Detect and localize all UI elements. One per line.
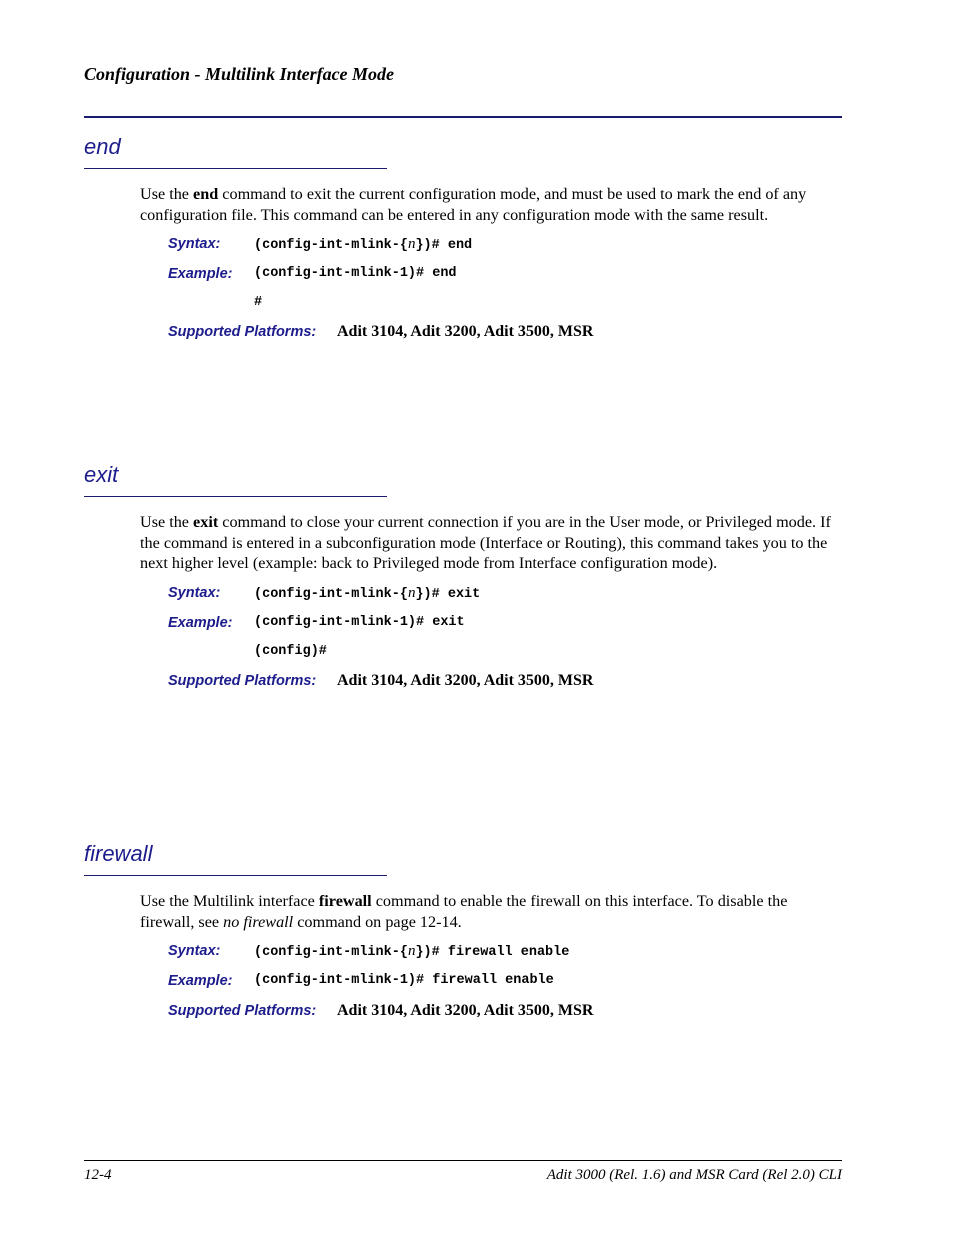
syntax-suffix: })# exit (415, 587, 481, 602)
command-name-bold: end (193, 185, 219, 203)
supported-platforms-label: Supported Platforms: (168, 673, 317, 689)
section-rule-firewall (84, 875, 387, 876)
command-name-bold: firewall (318, 892, 372, 910)
example-line-1: (config-int-mlink-1)# end (254, 266, 457, 281)
supported-platforms-value: Adit 3104, Adit 3200, Adit 3500, MSR (337, 323, 594, 340)
header-rule (84, 116, 842, 118)
syntax-prefix: (config-int-mlink-{ (254, 238, 408, 253)
section-title-end: end (84, 134, 121, 159)
description-text: command to enable the firewall on this interface. To disable the firewall, see (140, 892, 788, 931)
syntax-code-end (254, 236, 472, 253)
cross-reference: no firewall (223, 912, 294, 931)
example-line-2: (config)# (254, 644, 327, 659)
example-label: Example: (168, 615, 233, 631)
syntax-prefix: (config-int-mlink-{ (254, 587, 408, 602)
example-line-1: (config-int-mlink-1)# exit (254, 615, 465, 630)
description-text: command to exit the current configuration mode, and must be used to mark the end of any configuration file. This command can be entered in any configuration mode with the same result. (140, 185, 807, 224)
section-title-exit: exit (84, 462, 119, 487)
syntax-code-exit (254, 585, 480, 602)
footer-rule (84, 1160, 842, 1161)
description-text: command on page 12-14. (293, 912, 462, 931)
description-text: Use the (140, 185, 194, 203)
supported-platforms-label: Supported Platforms: (168, 324, 317, 340)
description-text: Use the Multilink interface (140, 892, 319, 910)
section-rule-end (84, 168, 387, 169)
description-text: Use the (140, 513, 194, 531)
syntax-variable: n (407, 943, 416, 959)
section-rule-exit (84, 496, 387, 497)
syntax-prefix: (config-int-mlink-{ (254, 945, 408, 960)
syntax-suffix: })# firewall enable (415, 945, 570, 960)
syntax-label: Syntax: (168, 943, 221, 959)
example-label: Example: (168, 973, 233, 989)
syntax-variable: n (407, 585, 416, 601)
syntax-label: Syntax: (168, 585, 221, 601)
syntax-suffix: })# end (415, 238, 473, 253)
section-title-firewall: firewall (84, 841, 153, 866)
document-title: Adit 3000 (Rel. 1.6) and MSR Card (Rel 2.0) CLI (546, 1167, 842, 1183)
example-line-2: # (254, 295, 263, 310)
supported-platforms-value: Adit 3104, Adit 3200, Adit 3500, MSR (337, 672, 594, 689)
example-line-1: (config-int-mlink-1)# firewall enable (254, 973, 554, 988)
syntax-code-firewall (254, 943, 569, 960)
supported-platforms-label: Supported Platforms: (168, 1003, 317, 1019)
description-exit (140, 512, 842, 574)
page-number: 12-4 (84, 1167, 112, 1183)
running-header: Configuration - Multilink Interface Mode (84, 64, 395, 84)
description-end (140, 184, 842, 225)
description-firewall (140, 891, 842, 932)
syntax-label: Syntax: (168, 236, 221, 252)
example-label: Example: (168, 266, 233, 282)
syntax-variable: n (407, 236, 416, 252)
command-name-bold: exit (193, 513, 219, 531)
description-text: command to close your current connection if you are in the User mode, or Privileged mode. If the command is entered in a subconfiguration mode (Interface or Routing), this command takes you to the next higher level (example: back to Privileged mode from Interface configuration mode). (140, 513, 831, 572)
supported-platforms-value: Adit 3104, Adit 3200, Adit 3500, MSR (337, 1002, 594, 1019)
